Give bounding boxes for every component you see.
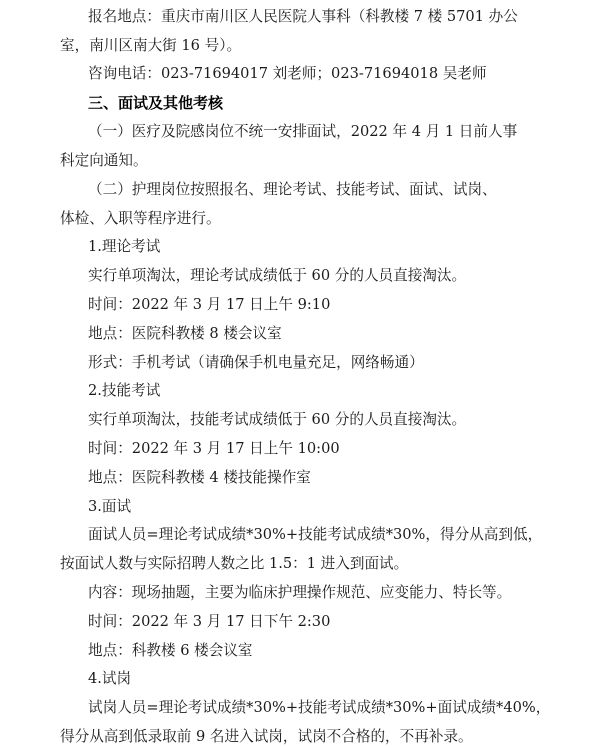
trial-post-scoring-rule: 试岗人员=理论考试成绩*30%+技能考试成绩*30%+面试成绩*40%， [88,699,551,716]
subheading-skills-exam: 2.技能考试 [88,382,161,399]
theory-exam-location: 地点：医院科教楼 8 楼会议室 [88,325,282,342]
paragraph-medical-positions: （一）医疗及院感岗位不统一安排面试，2022 年 4 月 1 日前人事 [88,123,518,140]
interview-scoring-rule: 面试人员=理论考试成绩*30%+技能考试成绩*30%，得分从高到低， [88,526,543,543]
interview-scoring-rule-continued: 按面试人数与实际招聘人数之比 1.5：1 进入到面试。 [60,555,409,572]
interview-location: 地点：科教楼 6 楼会议室 [88,642,253,659]
paragraph-nursing-positions: （二）护理岗位按照报名、理论考试、技能考试、面试、试岗、 [88,181,497,198]
subheading-theory-exam: 1.理论考试 [88,238,161,255]
subheading-interview: 3.面试 [88,498,132,515]
registration-location-continued: 室，南川区南大街 16 号）。 [60,37,242,54]
skills-exam-rule: 实行单项淘汰，技能考试成绩低于 60 分的人员直接淘汰。 [88,411,467,428]
registration-location-line: 报名地点：重庆市南川区人民医院人事科（科教楼 7 楼 5701 办公 [88,8,518,25]
theory-exam-time: 时间：2022 年 3 月 17 日上午 9:10 [88,296,331,313]
section-heading-interview: 三、面试及其他考核 [88,94,224,112]
theory-exam-format: 形式：手机考试（请确保手机电量充足，网络畅通） [88,354,424,371]
trial-post-scoring-rule-continued: 得分从高到低录取前 9 名进入试岗，试岗不合格的，不再补录。 [60,728,473,745]
interview-time: 时间：2022 年 3 月 17 日下午 2:30 [88,613,331,630]
theory-exam-rule: 实行单项淘汰，理论考试成绩低于 60 分的人员直接淘汰。 [88,267,467,284]
skills-exam-location: 地点：医院科教楼 4 楼技能操作室 [88,469,311,486]
contact-phone-line: 咨询电话：023-71694017 刘老师；023-71694018 吴老师 [88,65,487,82]
subheading-trial-post: 4.试岗 [88,670,132,687]
paragraph-nursing-positions-continued: 体检、入职等程序进行。 [60,210,221,227]
paragraph-medical-positions-continued: 科定向通知。 [60,152,148,169]
interview-content: 内容：现场抽题，主要为临床护理操作规范、应变能力、特长等。 [88,584,512,601]
skills-exam-time: 时间：2022 年 3 月 17 日上午 10:00 [88,440,340,457]
